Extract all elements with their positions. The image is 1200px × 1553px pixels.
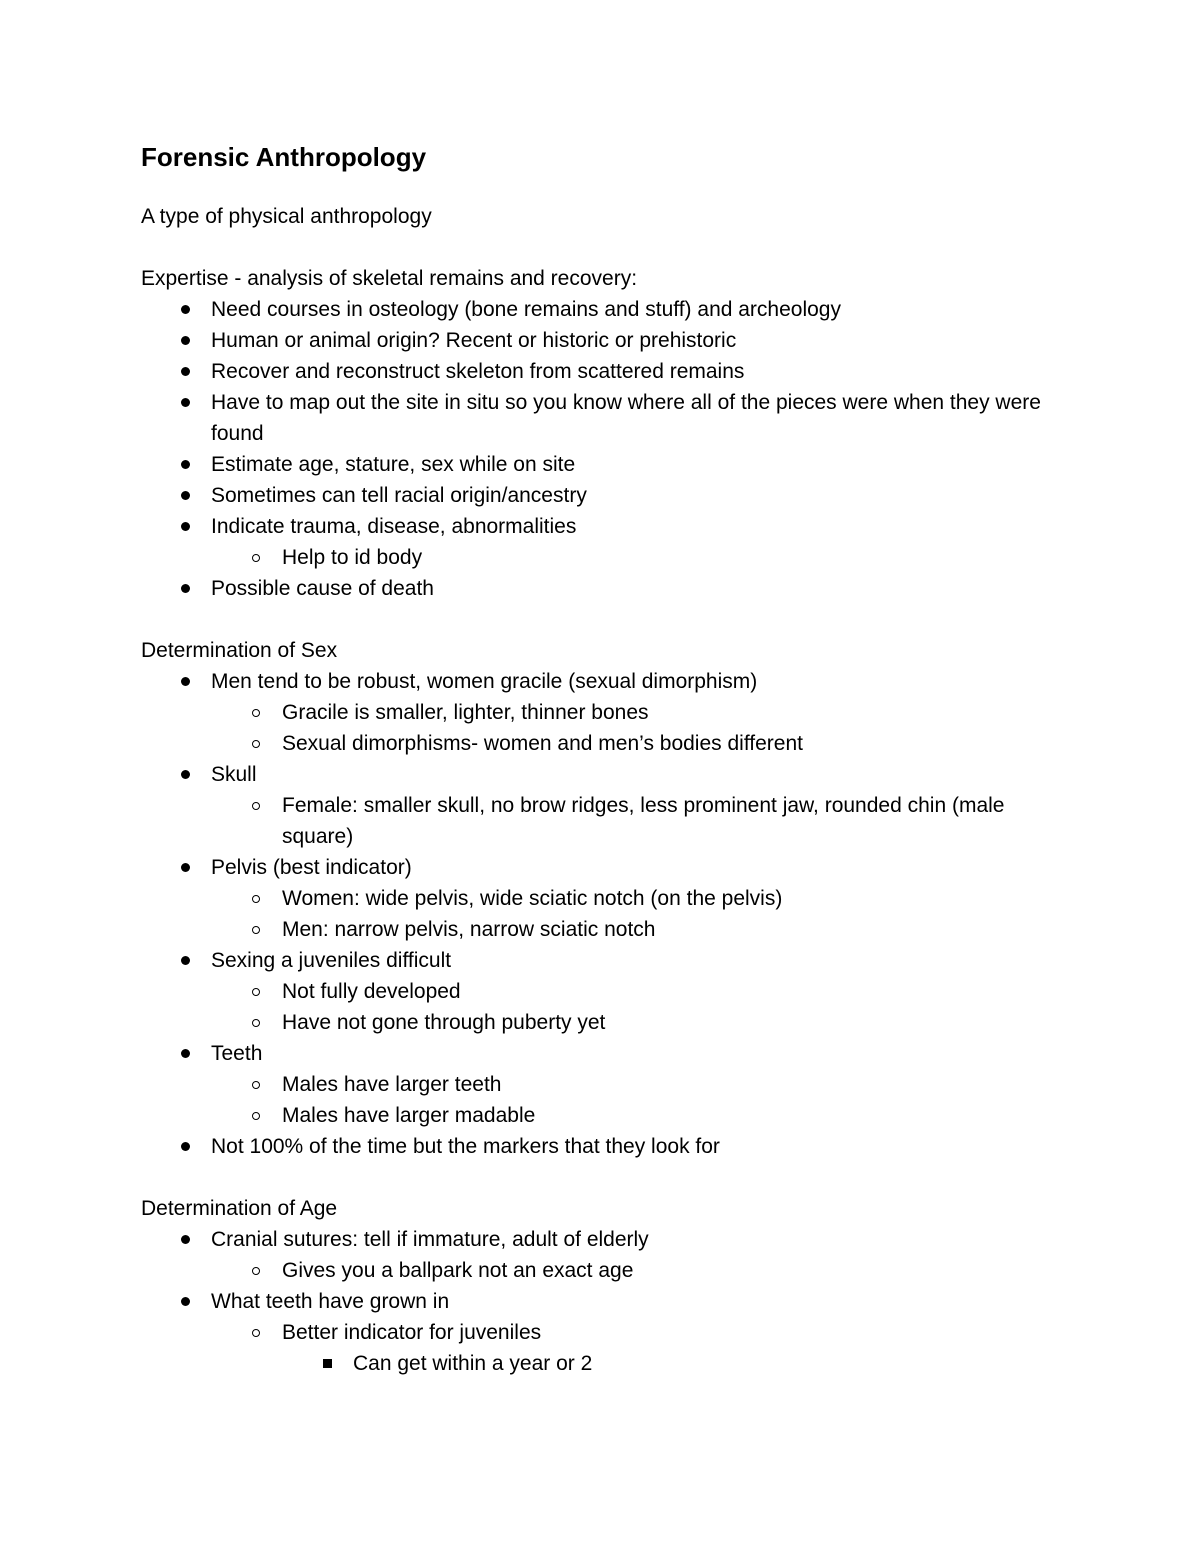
list-item-text: What teeth have grown in [211, 1290, 450, 1313]
paragraph-spacer [141, 232, 1061, 263]
list-item-text: Gracile is smaller, lighter, thinner bones [282, 701, 649, 724]
list-item-text: Pelvis (best indicator) [211, 856, 412, 879]
list-item-text: Cranial sutures: tell if immature, adult of elderly [211, 1228, 649, 1251]
bullet-mark [181, 1049, 190, 1058]
list-item-text: Need courses in osteology (bone remains and stuff) and archeology [211, 298, 841, 321]
filled-bullet-icon [175, 1286, 195, 1317]
list-item-text: Sexual dimorphisms- women and men’s bodies different [282, 732, 803, 755]
bullet-mark [181, 863, 190, 872]
list-item-text: Not 100% of the time but the markers that they look for [211, 1135, 720, 1158]
list-item [141, 759, 1061, 790]
filled-bullet-icon [175, 573, 195, 604]
document-body [141, 232, 1061, 1379]
list-item-text: Estimate age, stature, sex while on site [211, 453, 576, 476]
document-title: Forensic Anthropology [141, 142, 427, 172]
hollow-bullet-icon [246, 697, 266, 728]
list-item [141, 1131, 1061, 1162]
list-item [141, 480, 1061, 511]
bullet-mark [181, 367, 190, 376]
list-item-text: Have not gone through puberty yet [282, 1011, 606, 1034]
list-item-text: Better indicator for juveniles [282, 1321, 542, 1344]
hollow-bullet-icon [246, 914, 266, 945]
filled-bullet-icon [175, 1038, 195, 1069]
list-item [141, 945, 1061, 976]
section-heading: Expertise - analysis of skeletal remains and recovery: [141, 267, 638, 290]
list-item-text: Teeth [211, 1042, 263, 1065]
hollow-bullet-icon [246, 1100, 266, 1131]
filled-bullet-icon [175, 945, 195, 976]
hollow-bullet-icon [246, 976, 266, 1007]
list-item [141, 294, 1061, 325]
bullet-mark [181, 460, 190, 469]
paragraph-spacer [141, 1162, 1061, 1193]
list-item-text: Can get within a year or 2 [353, 1352, 593, 1375]
bullet-mark [252, 895, 260, 903]
filled-bullet-icon [175, 852, 195, 883]
bullet-mark [252, 709, 260, 717]
paragraph-spacer [141, 604, 1061, 635]
bullet-mark [252, 1112, 260, 1120]
filled-bullet-icon [175, 1131, 195, 1162]
bullet-list [141, 666, 1061, 1162]
filled-bullet-icon [175, 759, 195, 790]
list-item-text: Skull [211, 763, 257, 786]
bullet-mark [252, 740, 260, 748]
filled-bullet-icon [175, 356, 195, 387]
list-item-text: Possible cause of death [211, 577, 434, 600]
bullet-mark [323, 1359, 332, 1368]
list-item-text: Female: smaller skull, no brow ridges, less prominent jaw, rounded chin (male square) [282, 794, 1005, 848]
bullet-mark [252, 1329, 260, 1337]
filled-bullet-icon [175, 449, 195, 480]
list-item [141, 666, 1061, 697]
list-item-text: Help to id body [282, 546, 423, 569]
list-item-text: Indicate trauma, disease, abnormalities [211, 515, 577, 538]
list-item-text: Men: narrow pelvis, narrow sciatic notch [282, 918, 656, 941]
bullet-mark [181, 584, 190, 593]
list-item [141, 1069, 1061, 1100]
hollow-bullet-icon [246, 790, 266, 821]
square-bullet-icon [317, 1348, 337, 1379]
list-item [141, 511, 1061, 542]
bullet-mark [181, 522, 190, 531]
bullet-mark [252, 1081, 260, 1089]
list-item [141, 542, 1061, 573]
hollow-bullet-icon [246, 1069, 266, 1100]
bullet-mark [252, 1019, 260, 1027]
bullet-mark [181, 770, 190, 779]
section-heading: Determination of Sex [141, 639, 338, 662]
bullet-mark [181, 1142, 190, 1151]
hollow-bullet-icon [246, 1255, 266, 1286]
list-item-text: Not fully developed [282, 980, 461, 1003]
bullet-mark [181, 1235, 190, 1244]
bullet-mark [181, 677, 190, 686]
list-item [141, 356, 1061, 387]
list-item-text: Women: wide pelvis, wide sciatic notch (on the pelvis) [282, 887, 783, 910]
hollow-bullet-icon [246, 542, 266, 573]
section-heading: Determination of Age [141, 1197, 338, 1220]
bullet-mark [252, 1267, 260, 1275]
list-item [141, 387, 1061, 449]
list-item [141, 697, 1061, 728]
list-item [141, 914, 1061, 945]
hollow-bullet-icon [246, 728, 266, 759]
list-item [141, 1317, 1061, 1348]
filled-bullet-icon [175, 511, 195, 542]
filled-bullet-icon [175, 1224, 195, 1255]
list-item [141, 883, 1061, 914]
list-item-text: Have to map out the site in situ so you know where all of the pieces were when they were found [211, 391, 1041, 445]
list-item [141, 1100, 1061, 1131]
hollow-bullet-icon [246, 1317, 266, 1348]
filled-bullet-icon [175, 294, 195, 325]
list-item [141, 1255, 1061, 1286]
list-item-text: Human or animal origin? Recent or historic or prehistoric [211, 329, 737, 352]
filled-bullet-icon [175, 325, 195, 356]
bullet-mark [181, 956, 190, 965]
bullet-mark [252, 926, 260, 934]
list-item [141, 573, 1061, 604]
filled-bullet-icon [175, 480, 195, 511]
bullet-mark [252, 554, 260, 562]
list-item [141, 449, 1061, 480]
list-item-text: Males have larger teeth [282, 1073, 502, 1096]
document-page [141, 138, 1061, 1379]
bullet-list [141, 294, 1061, 604]
list-item [141, 1224, 1061, 1255]
hollow-bullet-icon [246, 1007, 266, 1038]
list-item-text: Gives you a ballpark not an exact age [282, 1259, 634, 1282]
list-item-text: Men tend to be robust, women gracile (sexual dimorphism) [211, 670, 758, 693]
list-item-text: Sexing a juveniles difficult [211, 949, 452, 972]
bullet-mark [252, 988, 260, 996]
list-item-text: Recover and reconstruct skeleton from scattered remains [211, 360, 745, 383]
intro-text: A type of physical anthropology [141, 205, 432, 228]
hollow-bullet-icon [246, 883, 266, 914]
list-item [141, 728, 1061, 759]
list-item [141, 325, 1061, 356]
list-item [141, 1348, 1061, 1379]
list-item [141, 1286, 1061, 1317]
list-item-text: Sometimes can tell racial origin/ancestry [211, 484, 587, 507]
bullet-mark [181, 491, 190, 500]
list-item-text: Males have larger madable [282, 1104, 536, 1127]
bullet-list [141, 1224, 1061, 1379]
list-item [141, 790, 1061, 852]
list-item [141, 1038, 1061, 1069]
list-item [141, 976, 1061, 1007]
bullet-mark [252, 802, 260, 810]
list-item [141, 1007, 1061, 1038]
list-item [141, 852, 1061, 883]
bullet-mark [181, 305, 190, 314]
bullet-mark [181, 1297, 190, 1306]
filled-bullet-icon [175, 387, 195, 418]
bullet-mark [181, 398, 190, 407]
filled-bullet-icon [175, 666, 195, 697]
bullet-mark [181, 336, 190, 345]
